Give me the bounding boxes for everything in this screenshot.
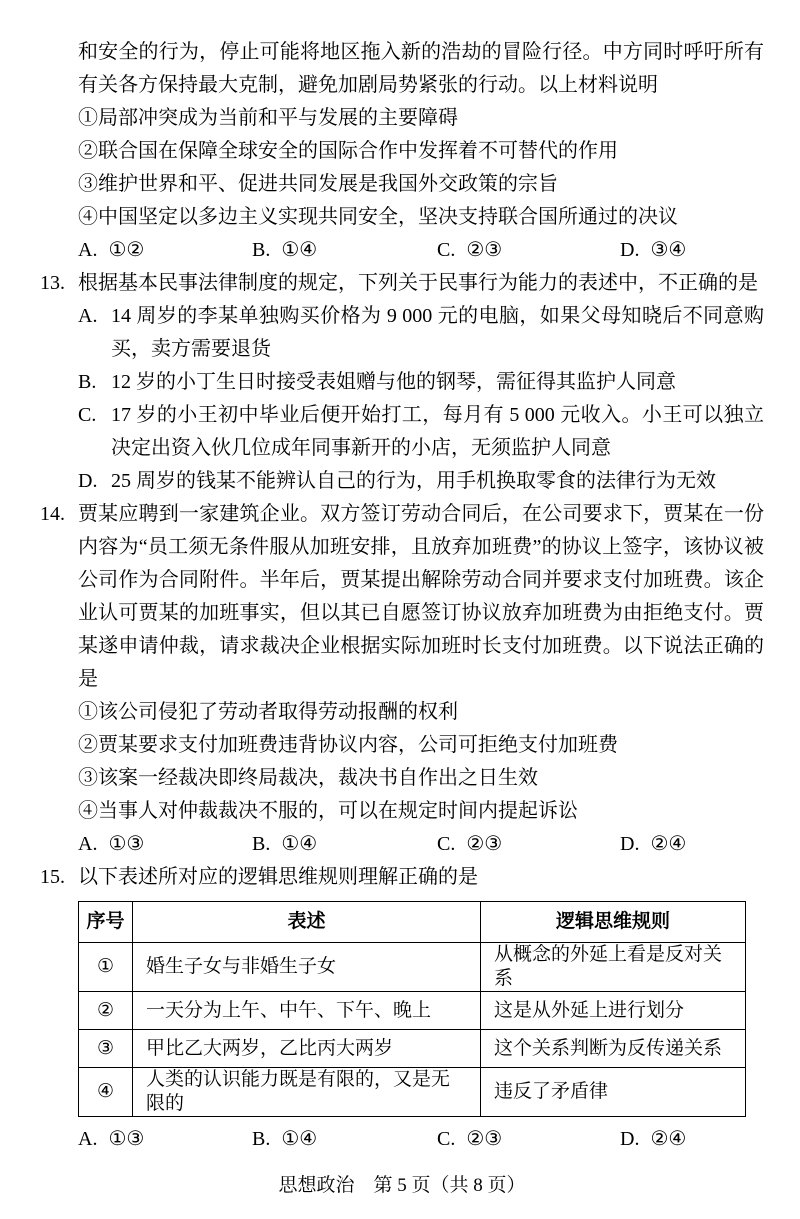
option-label: A. [78,833,98,855]
option-label: D. [620,1128,640,1150]
row-num: ④ [79,1068,133,1117]
question-13-number: 13. [40,272,65,294]
row-rule: 从概念的外延上看是反对关系 [481,943,746,992]
option-label: D. [78,470,98,492]
option-label: C. [437,833,456,855]
option-label: A. [78,305,98,327]
question-12-options-row [78,234,764,267]
table-header-rule: 逻辑思维规则 [481,902,746,943]
logic-rules-table [78,901,746,1117]
question-14-option-d [620,828,686,861]
question-14-item-2: ②贾某要求支付加班费违背协议内容，公司可拒绝支付加班费 [78,734,618,756]
question-13-option-c [78,399,764,465]
row-num: ③ [79,1030,133,1068]
option-label: B. [252,833,271,855]
question-14 [40,498,764,861]
option-label: C. [78,404,97,426]
option-value: ①② [108,239,145,261]
option-text: 12 岁的小丁生日时接受表姐赠与他的钢琴，需征得其监护人同意 [111,371,676,393]
question-15-option-d [620,1123,686,1156]
question-14-option-a [78,828,144,861]
option-text: 14 周岁的李某单独购买价格为 9 000 元的电脑，如果父母知晓后不同意购买，卖方需要退货 [111,305,764,360]
question-14-body [78,498,764,861]
option-label: C. [437,1128,456,1150]
question-12-item-3: ③维护世界和平、促进共同发展是我国外交政策的宗旨 [78,173,558,195]
question-12-item-2: ②联合国在保障全球安全的国际合作中发挥着不可替代的作用 [78,140,618,162]
option-value: ②③ [466,1128,503,1150]
option-value: ①④ [281,833,318,855]
table-row [79,992,746,1030]
row-num: ② [79,992,133,1030]
option-value: ②③ [466,833,503,855]
option-text: 25 周岁的钱某不能辨认自己的行为，用手机换取零食的法律行为无效 [111,470,716,492]
question-15-number: 15. [40,866,65,888]
question-12-continuation-text: 和安全的行为，停止可能将地区拖入新的浩劫的冒险行径。中方同时呼吁所有有关各方保持最大克制，避免加剧局势紧张的行动。以上材料说明 [78,41,764,96]
question-13-option-a [78,300,764,366]
table-row [79,1068,746,1117]
question-15-option-b [252,1123,317,1156]
question-14-option-b [252,828,317,861]
option-text: 17 岁的小王初中毕业后便开始打工，每月有 5 000 元收入。小王可以独立决定出资入伙几位成年同事新开的小店，无须监护人同意 [111,404,764,459]
option-label: D. [620,833,640,855]
table-header-num: 序号 [79,902,133,943]
table-header-row [79,902,746,943]
question-14-item-4: ④当事人对仲裁裁决不服的，可以在规定时间内提起诉讼 [78,800,578,822]
row-statement: 婚生子女与非婚生子女 [133,943,481,992]
question-15-option-a [78,1123,144,1156]
question-14-item-3: ③该案一经裁决即终局裁决，裁决书自作出之日生效 [78,767,538,789]
question-13-option-d [78,465,764,498]
question-12-option-d [620,234,686,267]
option-label: B. [252,239,271,261]
option-value: ③④ [650,239,687,261]
question-15-options-row [78,1123,764,1156]
question-15-option-c [437,1123,502,1156]
question-14-stem: 贾某应聘到一家建筑企业。双方签订劳动合同后，在公司要求下，贾某在一份内容为“员工须无条件服从加班安排，且放弃加班费”的协议上签字，该协议被公司作为合同附件。半年后，贾某提出解除劳动合同并要求支付加班费。该企业认可贾某的加班事实，但以其已自愿签订协议放弃加班费为由拒绝支付。贾某遂申请仲裁，请求裁决企业根据实际加班时长支付加班费。以下说法正确的是 [78,503,764,690]
question-13-body [78,267,764,498]
option-label: A. [78,239,98,261]
question-15 [40,861,764,1156]
option-value: ②③ [466,239,503,261]
question-12-continuation [78,36,764,267]
option-label: B. [252,1128,271,1150]
row-statement: 人类的认识能力既是有限的，又是无限的 [133,1068,481,1117]
table-row [79,943,746,992]
question-12-item-4: ④中国坚定以多边主义实现共同安全，坚决支持联合国所通过的决议 [78,206,678,228]
question-12-option-c [437,234,502,267]
option-value: ①③ [108,833,145,855]
question-14-item-1: ①该公司侵犯了劳动者取得劳动报酬的权利 [78,701,458,723]
question-15-body [78,861,764,1156]
option-value: ①④ [281,1128,318,1150]
row-num: ① [79,943,133,992]
row-rule: 违反了矛盾律 [481,1068,746,1117]
row-statement: 一天分为上午、中午、下午、晚上 [133,992,481,1030]
option-label: A. [78,1128,98,1150]
row-statement: 甲比乙大两岁，乙比丙大两岁 [133,1030,481,1068]
option-label: B. [78,371,97,393]
question-12-option-b [252,234,317,267]
table-row [79,1030,746,1068]
question-12-item-1: ①局部冲突成为当前和平与发展的主要障碍 [78,107,458,129]
question-14-option-c [437,828,502,861]
option-value: ①③ [108,1128,145,1150]
question-13-option-b [78,366,764,399]
row-rule: 这个关系判断为反传递关系 [481,1030,746,1068]
question-12-option-a [78,234,144,267]
question-15-stem: 以下表述所对应的逻辑思维规则理解正确的是 [78,866,478,888]
row-rule: 这是从外延上进行划分 [481,992,746,1030]
option-label: D. [620,239,640,261]
option-value: ①④ [281,239,318,261]
question-13 [40,267,764,498]
option-value: ②④ [650,833,687,855]
table-header-statement: 表述 [133,902,481,943]
option-label: C. [437,239,456,261]
question-13-stem: 根据基本民事法律制度的规定，下列关于民事行为能力的表述中，不正确的是 [78,272,758,294]
question-14-number: 14. [40,503,65,525]
question-14-options-row [78,828,764,861]
option-value: ②④ [650,1128,687,1150]
page-footer: 思想政治 第 5 页（共 8 页） [278,1175,526,1196]
